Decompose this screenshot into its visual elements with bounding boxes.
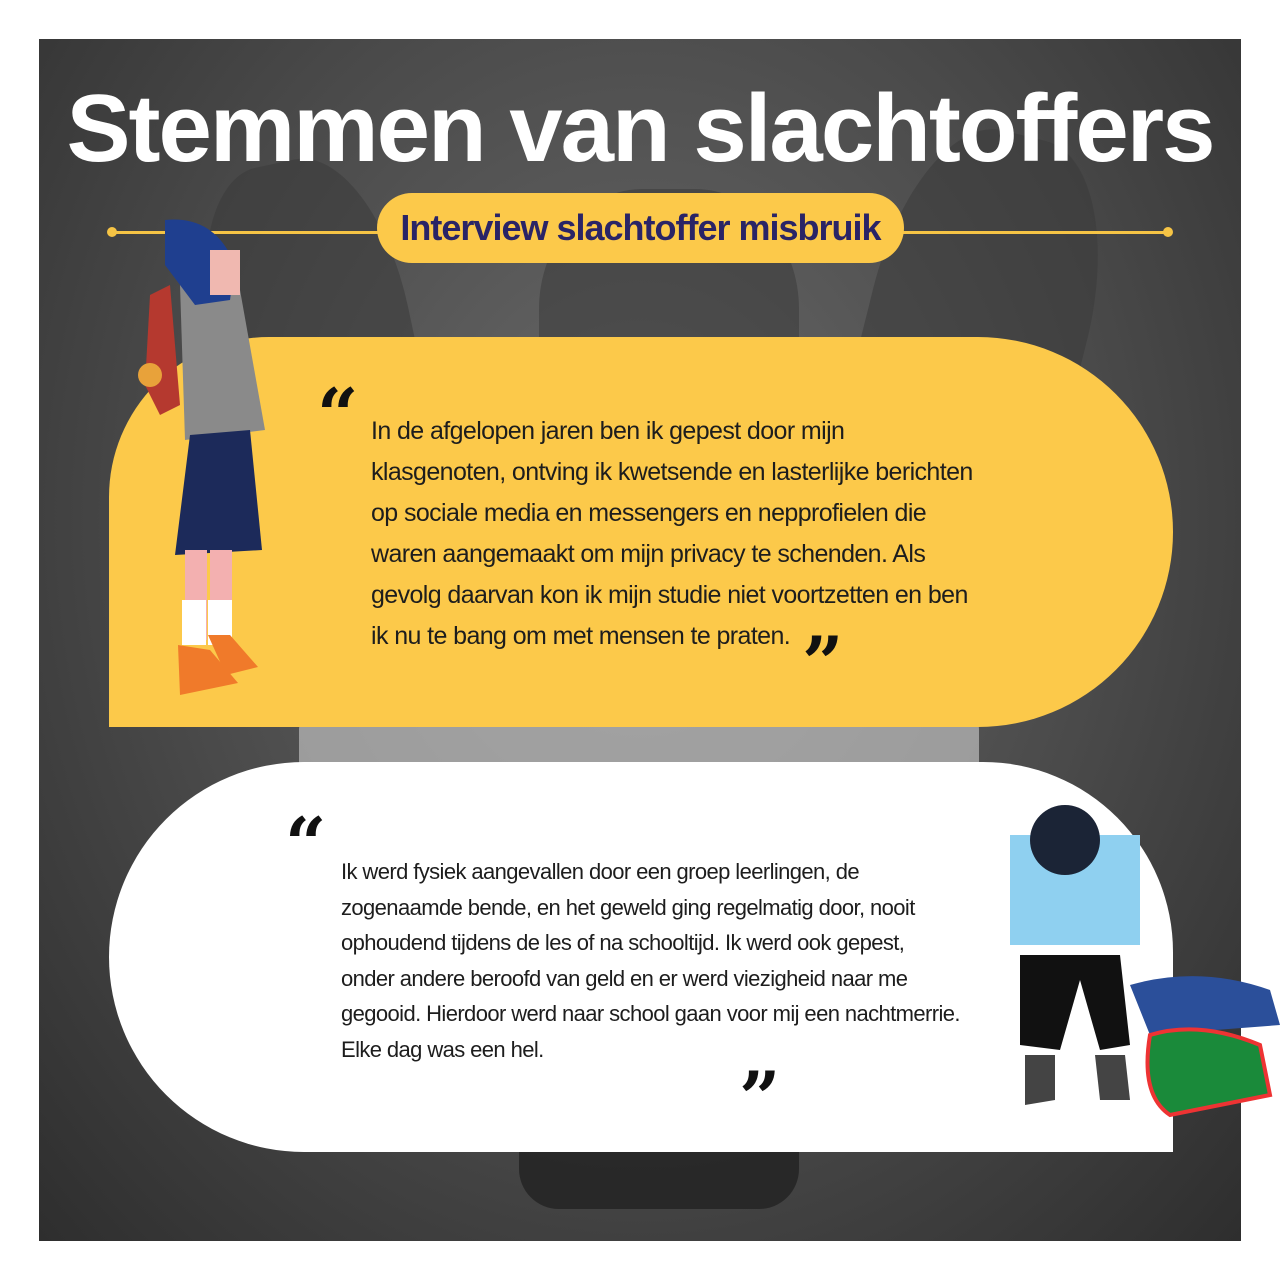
divider-dot: [1163, 227, 1173, 237]
quote-line: In de afgelopen jaren ben ik gepest door mijn: [371, 417, 845, 445]
close-quote-icon: ”: [739, 1055, 781, 1140]
quote-line: op sociale media en messengers en nepprofielen die: [371, 499, 927, 527]
quote-line: klasgenoten, ontving ik kwetsende en lasterlijke berichten: [371, 458, 973, 486]
quote-line: waren aangemaakt om mijn privacy te schenden. Als: [371, 540, 926, 568]
quote-text: [371, 411, 973, 657]
close-quote-icon: ”: [802, 620, 844, 705]
quote-line: Ik werd fysiek aangevallen door een groep leerlingen, de: [341, 859, 859, 884]
boy-illustration: [1000, 795, 1280, 1125]
page-title: Stemmen van slachtoffers: [66, 75, 1214, 182]
open-quote-icon: “: [285, 801, 327, 886]
quote-line: ophoudend tijdens de les of na schooltijd. Ik werd ook gepest,: [341, 930, 905, 955]
open-quote-icon: “: [317, 372, 359, 457]
quote-line: gegooid. Hierdoor werd naar school gaan voor mij een nachtmerrie.: [341, 1001, 960, 1026]
quote-line: ik nu te bang om met mensen te praten.: [371, 622, 791, 650]
quote-line: Elke dag was een hel.: [341, 1036, 544, 1062]
girl-illustration: [130, 205, 270, 700]
subtitle-badge: Interview slachtoffer misbruik: [377, 193, 904, 263]
quote-line: gevolg daarvan kon ik mijn studie niet voortzetten en ben: [371, 581, 968, 609]
quote-line: zogenaamde bende, en het geweld ging regelmatig door, nooit: [341, 894, 915, 920]
quote-text: [341, 854, 960, 1067]
divider-dot: [107, 227, 117, 237]
divider-right: [900, 231, 1168, 234]
quote-line: onder andere beroofd van geld en er werd viezigheid naar me: [341, 965, 908, 991]
